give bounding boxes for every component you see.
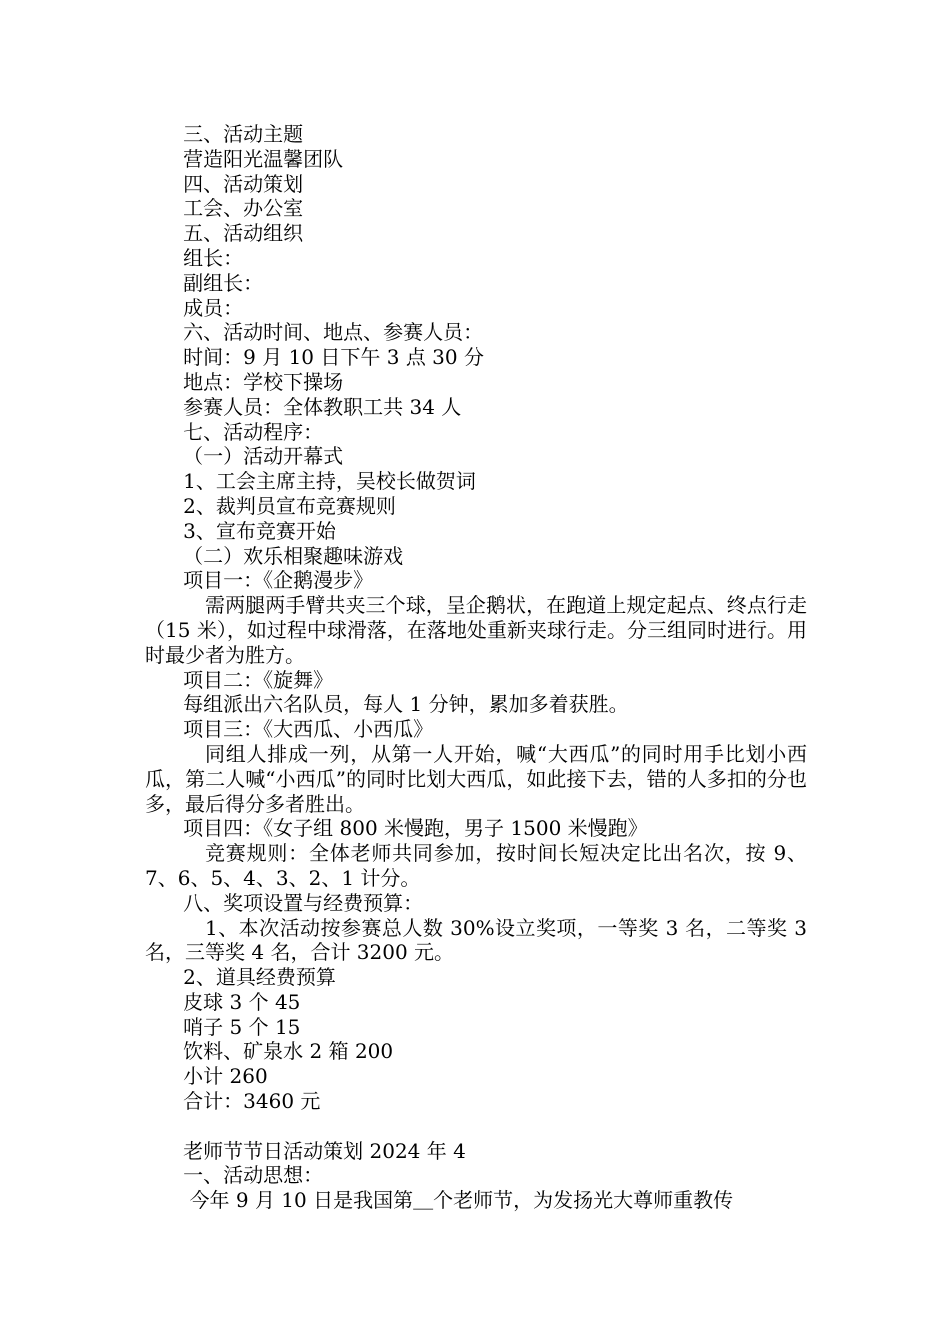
paragraph: 同组人排成一列，从第一人开始，喊“大西瓜”的同时用手比划小西瓜，第二人喊“小西瓜”的同时比划大西瓜，如此接下去，错的人多扣的分也多，最后得分多者胜出。 <box>145 741 807 816</box>
section-heading: 六、活动时间、地点、参赛人员： <box>145 320 484 345</box>
item-heading: 项目三：《大西瓜、小西瓜》 <box>145 717 434 742</box>
budget-line: 饮料、矿泉水 2 箱 200 <box>145 1039 394 1064</box>
paragraph: 1、本次活动按参赛总人数 30%设立奖项，一等奖 3 名，二等奖 3 名，三等奖 4 名，合计 3200 元。 <box>145 915 807 965</box>
subsection-heading: （一）活动开幕式 <box>145 444 344 469</box>
document-subtitle: 老师节节日活动策划 2024 年 4 <box>145 1138 466 1163</box>
document-body <box>145 122 807 1213</box>
text-line: 2、道具经费预算 <box>145 965 336 990</box>
text-line: 每组派出六名队员，每人 1 分钟，累加多着获胜。 <box>145 692 629 717</box>
text-line: 工会、办公室 <box>145 196 304 221</box>
list-item: 3、宣布竞赛开始 <box>145 518 336 543</box>
section-heading: 一、活动思想： <box>145 1163 324 1188</box>
text-line: 组长： <box>145 245 244 270</box>
text-line: 时间：9 月 10 日下午 3 点 30 分 <box>145 345 484 370</box>
section-heading: 七、活动程序： <box>145 419 324 444</box>
section-heading: 四、活动策划 <box>145 171 304 196</box>
paragraph: 需两腿两手臂共夹三个球，呈企鹅状，在跑道上规定起点、终点行走（15 米），如过程中球滑落，在落地处重新夹球行走。分三组同时进行。用时最少者为胜方。 <box>145 593 807 667</box>
item-heading: 项目四：《女子组 800 米慢跑，男子 1500 米慢跑》 <box>145 816 648 841</box>
text-line: 参赛人员：全体教职工共 34 人 <box>145 394 462 419</box>
text-line: 营造阳光温馨团队 <box>145 146 344 171</box>
text-line: 成员： <box>145 295 244 320</box>
text-line: 今年 9 月 10 日是我国第＿个老师节，为发扬光大尊师重教传 <box>145 1188 734 1213</box>
section-heading: 五、活动组织 <box>145 221 304 246</box>
blank-line <box>145 1114 807 1139</box>
subsection-heading: （二）欢乐相聚趣味游戏 <box>145 543 404 568</box>
budget-line: 哨子 5 个 15 <box>145 1014 301 1039</box>
text-line: 地点：学校下操场 <box>145 369 344 394</box>
budget-total: 合计：3460 元 <box>145 1089 321 1114</box>
text-line: 副组长： <box>145 270 264 295</box>
paragraph: 竞赛规则：全体老师共同参加，按时间长短决定比出名次，按 9、7、6、5、4、3、2、1 计分。 <box>145 841 807 890</box>
section-heading: 八、奖项设置与经费预算： <box>145 890 424 915</box>
budget-line: 皮球 3 个 45 <box>145 989 301 1014</box>
list-item: 1、工会主席主持，吴校长做贺词 <box>145 469 476 494</box>
item-heading: 项目一：《企鹅漫步》 <box>145 568 374 593</box>
item-heading: 项目二：《旋舞》 <box>145 667 334 692</box>
section-heading: 三、活动主题 <box>145 122 304 146</box>
list-item: 2、裁判员宣布竞赛规则 <box>145 493 396 518</box>
budget-line: 小计 260 <box>145 1064 268 1089</box>
